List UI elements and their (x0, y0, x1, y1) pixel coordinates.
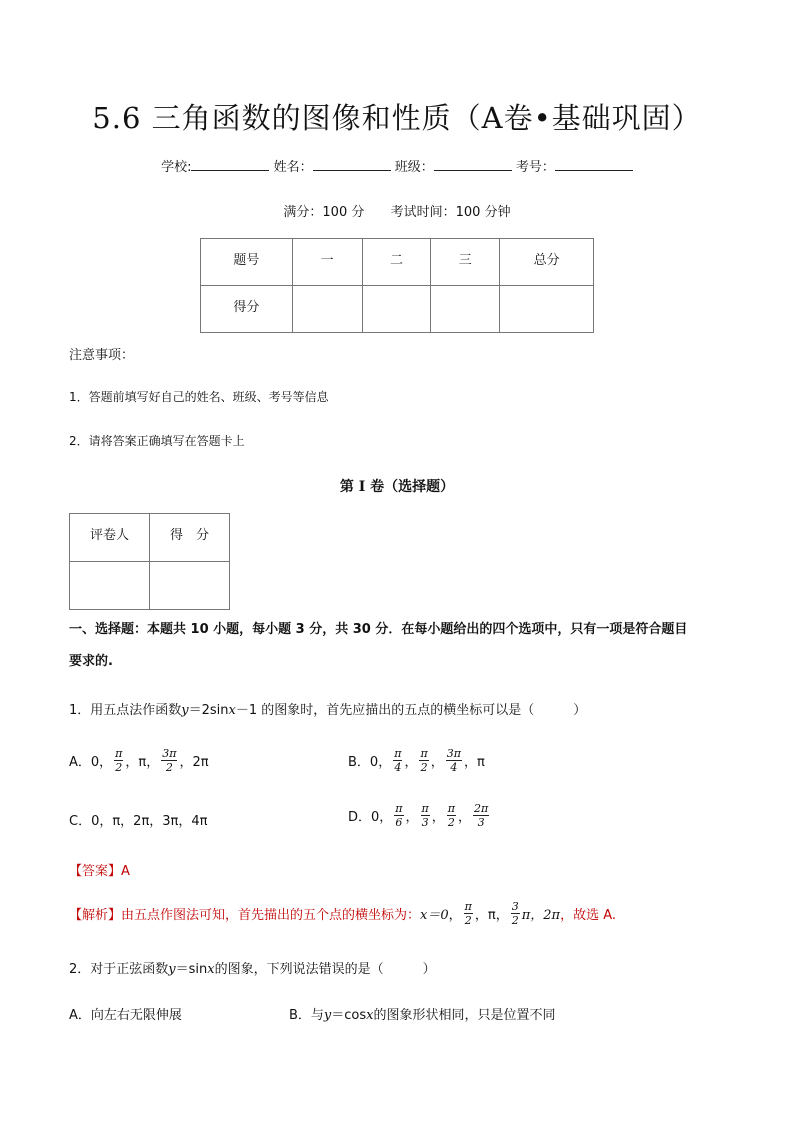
score-table-score-row (201, 286, 594, 333)
grader-cell[interactable] (150, 562, 230, 610)
name-label: 姓名： (273, 160, 313, 175)
grader-table (69, 513, 230, 610)
school-label: 学校: (161, 160, 192, 175)
page-title: 5.6 三角函数的图像和性质（A卷•基础巩固） (92, 101, 702, 135)
analysis-label: 【解析】 (69, 908, 122, 923)
number-label: 考号： (515, 160, 555, 175)
part1-instructions-cont: 要求的. (69, 654, 113, 669)
section-title: 第 I 卷（选择题） (339, 479, 455, 495)
score-table (200, 238, 594, 333)
score-row-label: 得分 (201, 286, 293, 333)
q1-option-a[interactable]: A．0， $\frac{\pi}{2}$ ，π， $\frac{3\pi}{2}$ ，2π (69, 747, 209, 774)
notes-heading: 注意事项： (69, 348, 135, 363)
grader-label: 评卷人 (70, 514, 150, 562)
q1-option-b[interactable]: B．0， $\frac{\pi}{4}$ ， $\frac{\pi}{2}$ ， $\frac{3\pi}{4}$ ，π (348, 747, 485, 774)
note-item: 1．答题前填写好自己的姓名、班级、考号等信息 (69, 390, 329, 404)
fraction: $\frac{\pi}{6}$ (395, 802, 403, 829)
question-1-stem: 1．用五点法作函数y＝2sinx－1 的图象时，首先应描出的五点的横坐标可以是（ ） (69, 703, 587, 718)
score-time-line (0, 201, 794, 220)
fraction: $\frac{2\pi}{3}$ (474, 802, 489, 829)
student-info-line (0, 156, 794, 175)
q2-option-b[interactable]: B．与y＝cosx的图象形状相同，只是位置不同 (289, 1008, 556, 1023)
q1-option-d[interactable]: D．0， $\frac{\pi}{6}$ ， $\frac{\pi}{3}$ ， $\frac{\pi}{2}$ ， $\frac{2\pi}{3}$ (348, 802, 489, 829)
score-header-cell: 一 (292, 239, 362, 286)
part1-instructions: 一、选择题：本题共 10 小题，每小题 3 分，共 30 分．在每小题给出的四个选项中，只有一项是符合题目 (69, 622, 688, 637)
exam-time: 考试时间：100 分钟 (390, 205, 511, 220)
score-cell[interactable] (500, 286, 594, 333)
fraction: $\frac{\pi}{4}$ (394, 747, 402, 774)
score-cell[interactable] (362, 286, 431, 333)
fraction: $\frac{3}{2}$ (511, 900, 519, 927)
number-blank[interactable] (555, 156, 633, 171)
score-table-header-row (201, 239, 594, 286)
score-header-cell: 二 (362, 239, 431, 286)
q1-option-c[interactable]: C．0，π，2π，3π，4π (69, 814, 208, 829)
fraction: $\frac{\pi}{2}$ (464, 900, 472, 927)
fraction: $\frac{\pi}{2}$ (115, 747, 123, 774)
full-score: 满分：100 分 (283, 205, 365, 220)
class-label: 班级： (394, 160, 434, 175)
note-item: 2．请将答案正确填写在答题卡上 (69, 434, 245, 448)
name-blank[interactable] (313, 156, 391, 171)
class-blank[interactable] (434, 156, 512, 171)
fraction: $\frac{\pi}{2}$ (420, 747, 428, 774)
answer-value: A (121, 864, 130, 879)
grader-score-label: 得 分 (150, 514, 230, 562)
answer-label: 【答案】 (69, 864, 122, 879)
score-header-cell: 总分 (500, 239, 594, 286)
q2-option-a[interactable]: A．向左右无限伸展 (69, 1008, 182, 1023)
score-cell[interactable] (292, 286, 362, 333)
school-blank[interactable] (191, 156, 269, 171)
grader-cell[interactable] (70, 562, 150, 610)
fraction: $\frac{\pi}{2}$ (447, 802, 456, 829)
q1-answer (69, 860, 130, 879)
score-header-cell: 题号 (201, 239, 293, 286)
fraction: $\frac{3\pi}{4}$ (446, 747, 461, 774)
q1-analysis: 【解析】 由五点作图法可知，首先描出的五个点的横坐标为： x＝0 ， $\frac{\pi}{2}$ ，π， $\frac{3}{2}$ π，2π ，故选 A. (69, 900, 617, 927)
fraction: $\frac{3\pi}{2}$ (162, 747, 177, 774)
score-header-cell: 三 (431, 239, 500, 286)
question-2-stem: 2．对于正弦函数y＝sinx的图象，下列说法错误的是（ ） (69, 962, 436, 977)
score-cell[interactable] (431, 286, 500, 333)
fraction: $\frac{\pi}{3}$ (421, 802, 429, 829)
